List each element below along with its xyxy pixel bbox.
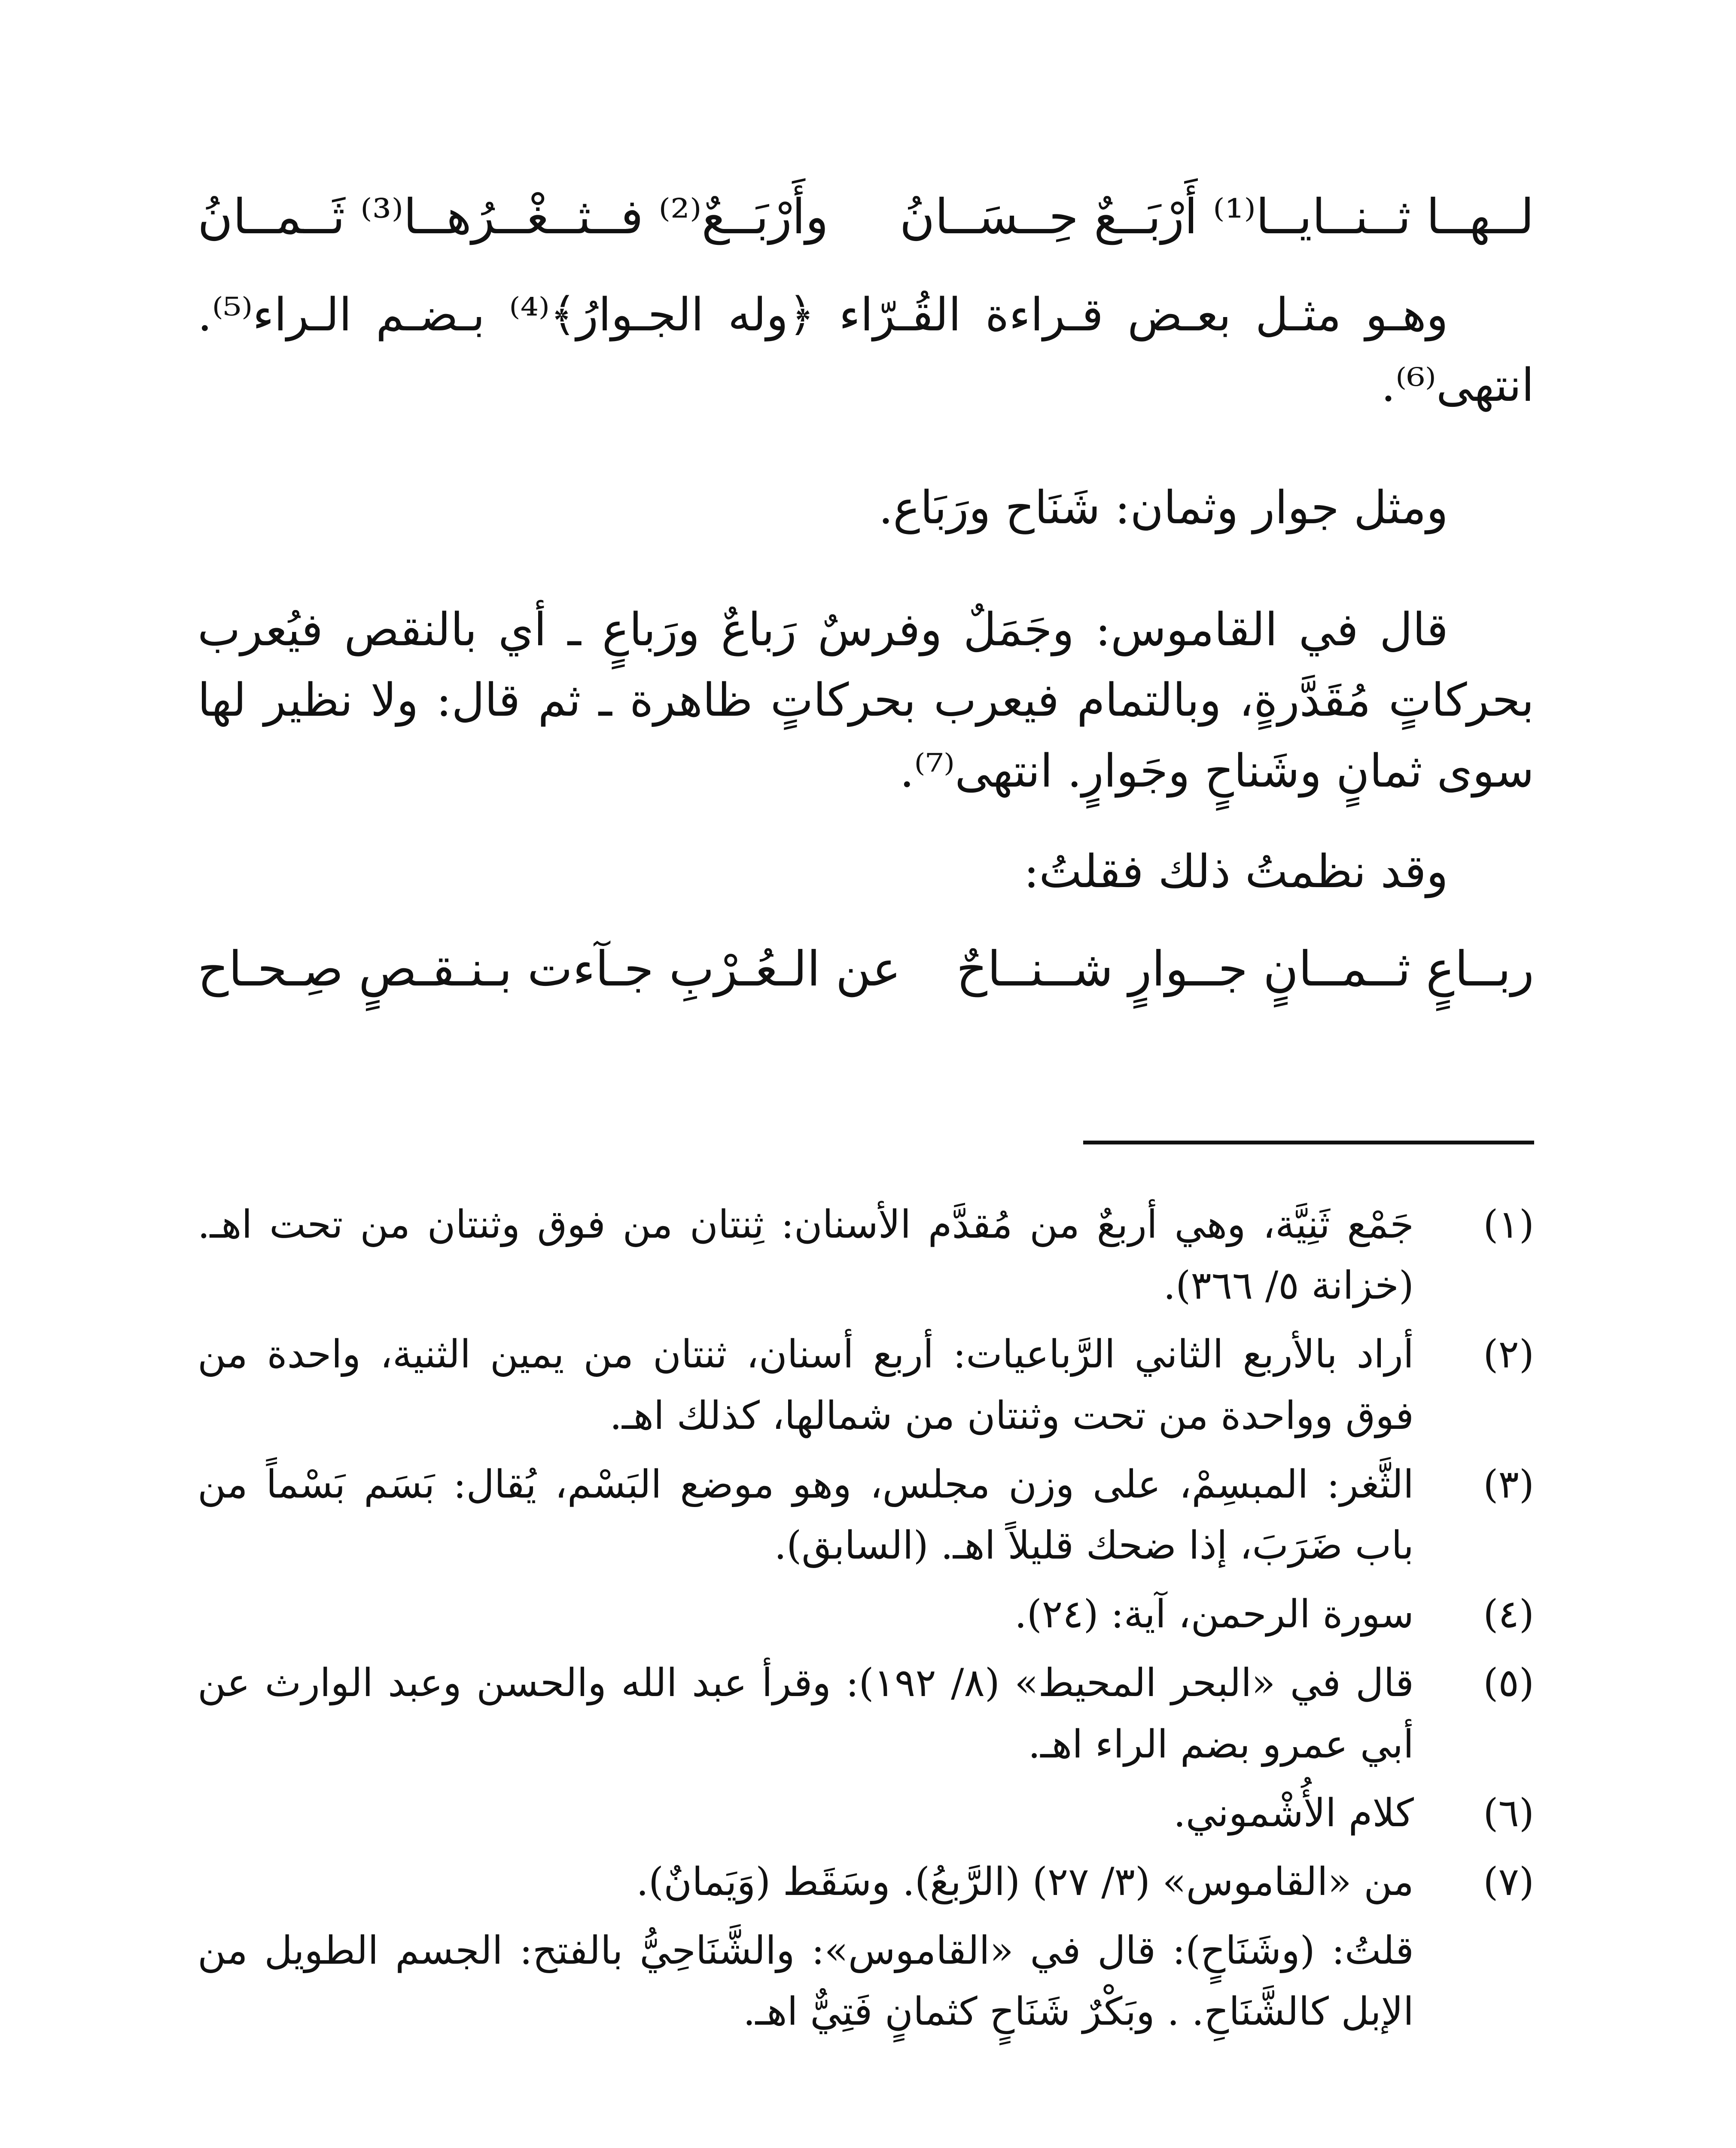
footnote-4 xyxy=(198,1584,1534,1645)
paragraph-4: وقد نظمتُ ذلك فقلتُ: xyxy=(1023,845,1448,898)
footnote-number: (٧) xyxy=(1483,1859,1534,1904)
verse-2-first-hemistich: ربــاعٍ ثــمــانٍ جــوارٍ شــنــاحٌ xyxy=(956,941,1534,998)
footnote-number: (٢) xyxy=(1483,1332,1534,1377)
footnote-text: الثَّغر: المبسِمْ، على وزن مجلس، وهو موضع البَسْم، يُقال: بَسَم بَسْماً من باب ضَرَبَ، إذا ضحك قليلاً اهـ. (السابق). xyxy=(198,1461,1414,1568)
footnote-text: قال في «البحر المحيط» (٨/ ١٩٢): وقرأ عبد الله والحسن وعبد الوارث عن أبي عمرو بضم الراء اهـ. xyxy=(198,1660,1414,1767)
footnote-6 xyxy=(198,1783,1534,1844)
paragraph-2: ومثل جوار وثمان: شَنَاح ورَبَاع. xyxy=(878,481,1448,534)
verse-2 xyxy=(198,937,1534,1002)
verse-1 xyxy=(198,185,1534,250)
footnote-2 xyxy=(198,1324,1534,1446)
footnote-number: (٦) xyxy=(1483,1790,1534,1836)
footnote-number: (١) xyxy=(1483,1202,1534,1247)
footnote-number: (٣) xyxy=(1483,1461,1534,1507)
footnote-text: أراد بالأربع الثاني الرَّباعيات: أربع أسنان، ثنتان من يمين الثنية، واحدة من فوق وواحدة من تحت وثنتان من شمالها، كذلك اهـ. xyxy=(198,1332,1414,1438)
main-text xyxy=(198,185,1534,1002)
footnote-number: (٤) xyxy=(1483,1592,1534,1637)
footnote-text: سورة الرحمن، آية: (٢٤). xyxy=(1014,1592,1414,1637)
verse-1-second-hemistich: وأَرْبَــعٌ⁽²⁾ فــثــغْــرُهــا⁽³⁾ ثَــمــانُ xyxy=(198,189,829,245)
footnote-number: (٥) xyxy=(1483,1660,1534,1706)
footnote-7-continuation: قلتُ: (وشَنَاحٍ): قال في «القاموس»: والشَّنَاحِيُّ بالفتح: الجسم الطويل من الإبل كالشَّنَاحِ. . وبَكْرٌ شَنَاحٍ كثمانٍ فَتِيٌّ اهـ. xyxy=(198,1928,1414,2035)
footnote-separator xyxy=(1083,1141,1534,1144)
verse-1-first-hemistich: لــهــا ثــنــايــا⁽¹⁾ أَرْبَــعٌ حِــسَــانُ xyxy=(899,189,1534,245)
footnotes xyxy=(198,1194,1534,2042)
verse-2-second-hemistich: عن الـعُـرْبِ جـآءت بـنـقـصٍ صِـحـاح xyxy=(198,941,901,998)
footnote-text: كلام الأُشْموني. xyxy=(1173,1790,1414,1836)
paragraph-3: قال في القاموس: وجَمَلٌ وفرسٌ رَباعٌ ورَباعٍ ـ أي بالنقص فيُعرب بحركاتٍ مُقَدَّرةٍ، وبالتمام فيعرب بحركاتٍ ظاهرة ـ ثم قال: ولا نظير لها سوى ثمانٍ وشَناحٍ وجَوارٍ. انتهى⁽⁷⁾. xyxy=(198,603,1534,797)
footnote-5 xyxy=(198,1653,1534,1775)
footnote-7 xyxy=(198,1852,1534,1913)
footnote-text: من «القاموس» (٣/ ٢٧) (الرَّبعُ). وسَقَط (وَيَمانٌ). xyxy=(636,1859,1414,1904)
footnote-text: جَمْع ثَنِيَّة، وهي أربعٌ من مُقدَّم الأسنان: ثِنتان من فوق وثنتان من تحت اهـ. (خزانة ٥/ ٣٦٦). xyxy=(198,1202,1414,1309)
footnote-1 xyxy=(198,1194,1534,1316)
footnote-3 xyxy=(198,1454,1534,1576)
paragraph-1: وهـو مثـل بعـض قـراءة القُـرّاء ﴿وله الجـوارُ﴾⁽⁴⁾ بـضـم الـراء⁽⁵⁾. انتهى⁽⁶⁾. xyxy=(198,288,1534,412)
